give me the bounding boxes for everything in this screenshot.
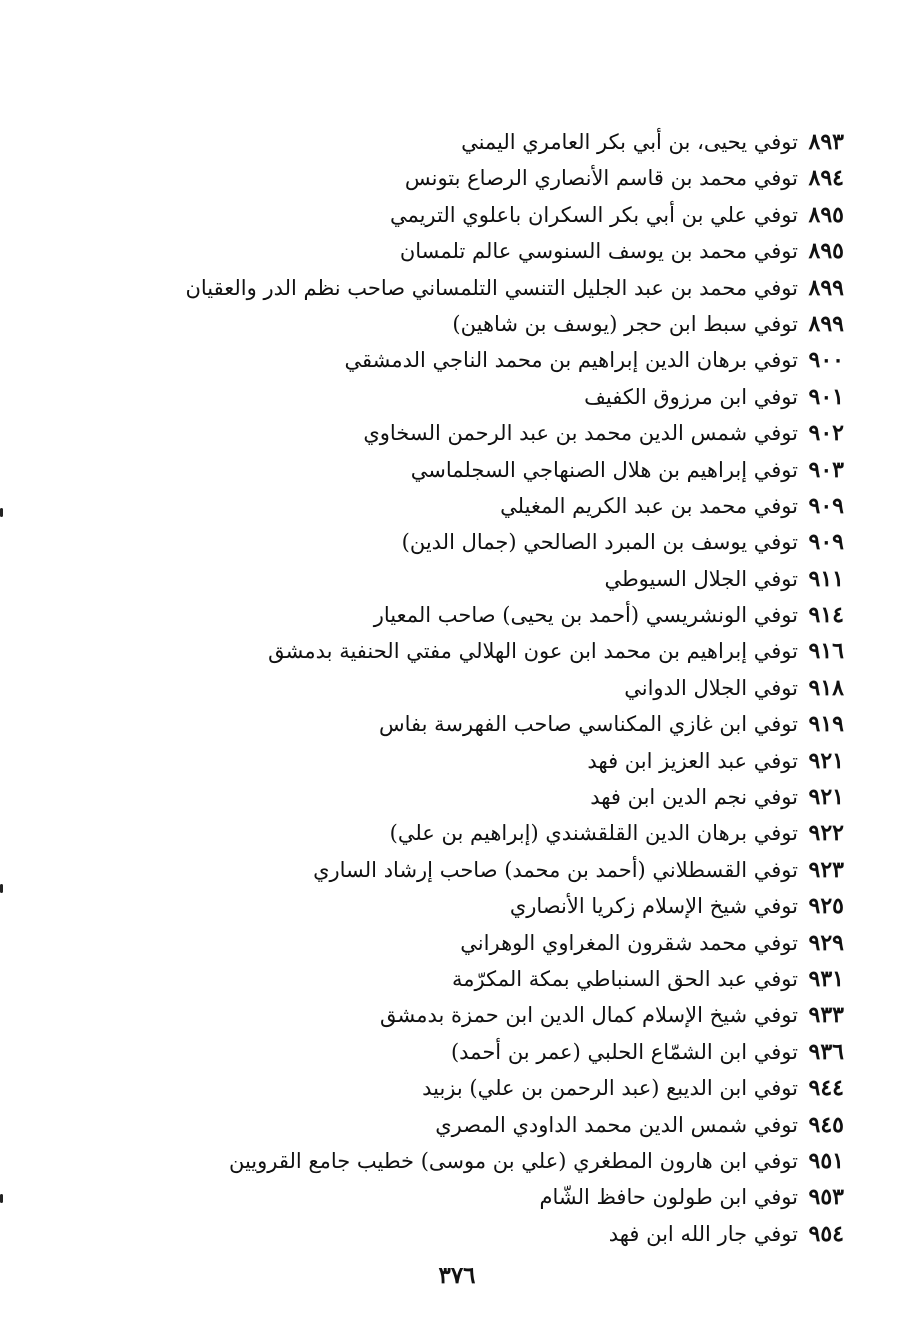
scan-edge-mark [0,508,3,517]
entry-year: ٨٩٩ [808,274,844,301]
entry-year: ٩٣٦ [808,1038,844,1065]
entry-year: ٩٣١ [808,965,844,992]
list-item [144,706,844,742]
entry-text: توفي شمس الدين محمد الداودي المصري [435,1112,798,1137]
list-item [144,124,844,160]
list-item [144,852,844,888]
entry-year: ٨٩٣ [808,129,844,155]
entry-year: ٩١٤ [808,602,844,629]
entry-text: توفي الونشريسي (أحمد بن يحيى) صاحب المعيار [373,603,798,628]
entry-year: ٨٩٤ [808,165,844,192]
entry-year: ٩٤٥ [808,1111,844,1138]
entry-year: ٩٠٢ [808,420,844,447]
list-item [144,670,844,706]
entry-text: توفي ابن طولون حافظ الشّام [539,1185,798,1210]
entry-text: توفي برهان الدين إبراهيم بن محمد الناجي الدمشقي [344,348,798,373]
entry-year: ٩٢١ [808,747,844,774]
entry-text: توفي إبراهيم بن محمد ابن عون الهلالي مفتي الحنفية بدمشق [268,639,798,664]
list-item [144,415,844,451]
list-item [144,379,844,415]
list-item [144,633,844,669]
entry-year: ٩١٩ [808,711,844,738]
entry-text: توفي محمد بن قاسم الأنصاري الرصاع بتونس [404,166,798,191]
entry-text: توفي ابن هارون المطغري (علي بن موسى) خطيب جامع القرويين [228,1148,798,1173]
list-item [144,743,844,779]
entry-text: توفي محمد بن يوسف السنوسي عالم تلمسان [399,239,798,264]
entry-text: توفي الجلال السيوطي [604,566,798,591]
entry-year: ٩٠٠ [808,347,844,374]
entry-text: توفي عبد الحق السنباطي بمكة المكرّمة [452,966,798,991]
entry-text: توفي الجلال الدواني [624,675,798,700]
chronology-list [144,124,844,1252]
entry-text: توفي نجم الدين ابن فهد [590,785,798,810]
entry-year: ٩٥٣ [808,1184,844,1211]
entry-year: ٨٩٥ [808,238,844,265]
list-item [144,160,844,196]
list-item [144,524,844,560]
list-item [144,1070,844,1106]
entry-year: ٩٤٤ [808,1075,844,1102]
entry-text: توفي برهان الدين القلقشندي (إبراهيم بن علي) [389,821,798,846]
list-item [144,925,844,961]
entry-year: ٨٩٥ [808,201,844,228]
entry-text: توفي محمد بن عبد الجليل التنسي التلمساني صاحب نظم الدر والعقيان [185,275,798,300]
entry-text: توفي عبد العزيز ابن فهد [587,748,798,773]
list-item [144,306,844,342]
entry-text: توفي ابن مرزوق الكفيف [584,384,798,409]
entry-text: توفي جار الله ابن فهد [608,1221,798,1246]
list-item [144,815,844,851]
entry-text: توفي يحيى، بن أبي بكر العامري اليمني [461,130,798,154]
page-number: ٣٧٦ [438,1262,476,1289]
entry-text: توفي القسطلاني (أحمد بن محمد) صاحب إرشاد الساري [313,857,798,882]
entry-year: ٩٢٣ [808,856,844,883]
scan-edge-mark [0,884,3,893]
entry-year: ٩٠٩ [808,492,844,519]
entry-year: ٩٢٩ [808,929,844,956]
list-item [144,597,844,633]
list-item [144,1216,844,1252]
list-item [144,452,844,488]
entry-year: ٩١٨ [808,674,844,701]
entry-year: ٩٥١ [808,1147,844,1174]
entry-year: ٨٩٩ [808,310,844,337]
entry-text: توفي شمس الدين محمد بن عبد الرحمن السخاوي [363,421,798,446]
list-item [144,961,844,997]
scan-edge-mark [0,1194,3,1203]
entry-year: ٩٢٥ [808,893,844,920]
list-item [144,270,844,306]
entry-text: توفي ابن الديبع (عبد الرحمن بن علي) بزبيد [422,1076,798,1101]
list-item [144,233,844,269]
list-item [144,1107,844,1143]
entry-year: ٩٠١ [808,383,844,410]
list-item [144,888,844,924]
entry-year: ٩٢١ [808,784,844,811]
entry-year: ٩١١ [808,565,844,592]
entry-year: ٩٣٣ [808,1002,844,1029]
entry-text: توفي شيخ الإسلام زكريا الأنصاري [509,894,798,919]
entry-year: ٩٠٩ [808,529,844,556]
entry-text: توفي يوسف بن المبرد الصالحي (جمال الدين) [401,530,798,555]
entry-text: توفي ابن الشمّاع الحلبي (عمر بن أحمد) [450,1039,798,1064]
list-item [144,561,844,597]
entry-year: ٩٠٣ [808,456,844,483]
entry-year: ٩٥٤ [808,1220,844,1247]
list-item [144,1034,844,1070]
list-item [144,779,844,815]
entry-text: توفي محمد بن عبد الكريم المغيلي [500,493,798,518]
entry-text: توفي شيخ الإسلام كمال الدين ابن حمزة بدمشق [379,1003,798,1028]
list-item [144,197,844,233]
entry-text: توفي محمد شقرون المغراوي الوهراني [460,930,798,955]
list-item [144,997,844,1033]
entry-text: توفي علي بن أبي بكر السكران باعلوي التريمي [389,202,798,227]
list-item [144,1179,844,1215]
entry-text: توفي سبط ابن حجر (يوسف بن شاهين) [452,311,798,336]
list-item [144,488,844,524]
entry-year: ٩٢٢ [808,820,844,847]
entry-text: توفي ابن غازي المكناسي صاحب الفهرسة بفاس [378,712,798,737]
entry-year: ٩١٦ [808,638,844,665]
entry-text: توفي إبراهيم بن هلال الصنهاجي السجلماسي [410,457,798,482]
list-item [144,1143,844,1179]
list-item [144,342,844,378]
